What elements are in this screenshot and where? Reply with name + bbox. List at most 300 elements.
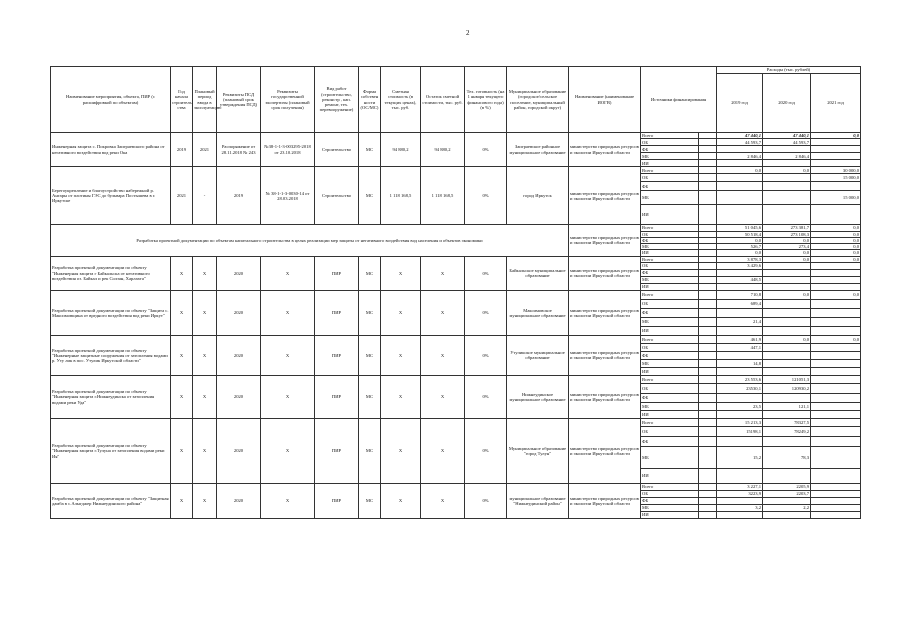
value-2021: [811, 351, 861, 359]
source-spacer: [699, 317, 717, 326]
source-spacer: [699, 426, 717, 436]
project-ministry: министерство природных ресурсов и экологии Иркутской области: [569, 167, 641, 225]
source-label: ИИ: [641, 326, 699, 335]
pir-start: X: [171, 290, 193, 335]
pir-ready: 0%: [465, 375, 507, 418]
pir-rest: X: [421, 375, 465, 418]
source-spacer: [699, 375, 717, 383]
value-2020: 2205,9: [763, 483, 811, 490]
value-2019: [717, 205, 763, 225]
project-start: 2021: [171, 167, 193, 225]
pir-psd: 2020: [217, 418, 261, 483]
value-2020: 2203,7: [763, 490, 811, 497]
value-2020: 0,0: [763, 250, 811, 256]
source-spacer: [699, 299, 717, 308]
value-2019: 47 440,1: [717, 133, 763, 139]
value-2021: [811, 375, 861, 383]
value-2019: 3,2: [717, 504, 763, 511]
table-row: [51, 483, 861, 490]
value-2020: 0,0: [763, 335, 811, 343]
pir-cost: X: [381, 256, 421, 290]
source-spacer: [699, 262, 717, 269]
pir-ownership: МС: [359, 375, 381, 418]
col-work: Вид работ (строительство, реконстр , кап. ремонт, тех. перевооружение): [315, 67, 359, 133]
project-municipality: Заиграевское районное муниципальное образование: [507, 133, 569, 167]
value-2019: [717, 146, 763, 153]
value-2020: [763, 497, 811, 504]
value-2020: [763, 511, 811, 518]
source-label: ФБ: [641, 237, 699, 243]
table-row: [51, 167, 861, 174]
project-rest: 94 880,2: [421, 133, 465, 167]
pir-ministry: министерство природных ресурсов и экологии Иркутской области: [569, 375, 641, 418]
pir-ownership: МС: [359, 335, 381, 375]
project-ready: 0%: [465, 133, 507, 167]
value-2020: 0,0: [763, 237, 811, 243]
col-start: Год начала строитель ства: [171, 67, 193, 133]
value-2021: 15 000,0: [811, 174, 861, 182]
value-2019: 689,4: [717, 299, 763, 308]
source-label: МБ: [641, 153, 699, 160]
source-label: ОБ: [641, 383, 699, 393]
source-spacer: [699, 504, 717, 511]
value-2020: [763, 436, 811, 446]
source-spacer: [699, 174, 717, 182]
source-label: ФБ: [641, 497, 699, 504]
source-label: ФБ: [641, 182, 699, 191]
project-ownership: МС: [359, 133, 381, 167]
value-2020: [763, 276, 811, 283]
value-2021: [811, 497, 861, 504]
source-label: ОБ: [641, 174, 699, 182]
value-2021: [811, 426, 861, 436]
pir-psd: 2020: [217, 483, 261, 518]
source-label: МБ: [641, 359, 699, 367]
pir-start: X: [171, 375, 193, 418]
value-2021: [811, 283, 861, 290]
source-label: ОБ: [641, 426, 699, 436]
source-label: МБ: [641, 244, 699, 250]
value-2020: [763, 182, 811, 191]
value-2019: 21,4: [717, 317, 763, 326]
value-2020: 0,0: [763, 167, 811, 174]
page-number: 2: [466, 29, 470, 37]
value-2019: 14,8: [717, 359, 763, 367]
pir-expertise: X: [261, 375, 315, 418]
value-2021: [811, 139, 861, 146]
pir-municipality: Байкальское муниципальное образование: [507, 256, 569, 290]
value-2021: [811, 326, 861, 335]
value-2021: 0,0: [811, 290, 861, 299]
pir-cost: X: [381, 418, 421, 483]
source-spacer: [699, 418, 717, 426]
project-psd: 2019: [217, 167, 261, 225]
pir-period: X: [193, 375, 217, 418]
value-2021: [811, 359, 861, 367]
value-2019: 447,1: [717, 343, 763, 351]
pir-work: ПИР: [315, 375, 359, 418]
value-2020: 121,1: [763, 402, 811, 410]
pir-psd: 2020: [217, 375, 261, 418]
value-2021: 0,0: [811, 256, 861, 262]
value-2019: [717, 497, 763, 504]
value-2019: 0,0: [717, 250, 763, 256]
col-name: Наименование мероприятия, объекта, ПИР (с расшифровкой по объектам): [51, 67, 171, 133]
value-2021: [811, 410, 861, 418]
source-spacer: [699, 326, 717, 335]
pir-expertise: X: [261, 335, 315, 375]
col-own: Форма собствен ности (ОС/МС): [359, 67, 381, 133]
value-2019: 3 227,1: [717, 483, 763, 490]
source-spacer: [699, 383, 717, 393]
pir-expertise: X: [261, 418, 315, 483]
source-label: ИИ: [641, 468, 699, 483]
source-label: Всего: [641, 225, 699, 231]
pir-rest: X: [421, 335, 465, 375]
value-2021: [811, 402, 861, 410]
source-spacer: [699, 490, 717, 497]
value-2021: [811, 446, 861, 468]
value-2021: 0,0: [811, 244, 861, 250]
value-2021: [811, 262, 861, 269]
source-spacer: [699, 359, 717, 367]
source-label: ИИ: [641, 205, 699, 225]
value-2020: 2,2: [763, 504, 811, 511]
value-2021: 0,0: [811, 133, 861, 139]
value-2021: [811, 276, 861, 283]
value-2020: [763, 174, 811, 182]
source-label: Всего: [641, 375, 699, 383]
source-spacer: [699, 351, 717, 359]
source-spacer: [699, 511, 717, 518]
table-row: [51, 335, 861, 343]
value-2019: 3 878,3: [717, 256, 763, 262]
source-label: ОБ: [641, 299, 699, 308]
col-psd: Реквизиты ПСД (плановый срок утверждения ПСД): [217, 67, 261, 133]
value-2019: 23,5: [717, 402, 763, 410]
value-2019: 2 846,4: [717, 153, 763, 160]
pir-ministry: министерство природных ресурсов и экологии Иркутской области: [569, 335, 641, 375]
project-psd: Распоряжение от 28.11.2018 № 243: [217, 133, 261, 167]
source-spacer: [699, 497, 717, 504]
col-ready: Тех. готовность (на 1 января текущего финансового года) (в %): [465, 67, 507, 133]
col-period: Плановый период ввода в эксплуатацию: [193, 67, 217, 133]
value-2021: [811, 269, 861, 276]
pir-period: X: [193, 335, 217, 375]
value-2021: [811, 436, 861, 446]
value-2019: 15 213,3: [717, 418, 763, 426]
value-2019: [717, 410, 763, 418]
source-label: Всего: [641, 483, 699, 490]
value-2019: 23530,1: [717, 383, 763, 393]
value-2021: [811, 182, 861, 191]
source-spacer: [699, 468, 717, 483]
pir-name: Разработка проектной документации по объекту "Инженерная защита г.Тулуна от затопления водами реки Ия": [51, 418, 171, 483]
source-spacer: [699, 139, 717, 146]
value-2020: [763, 283, 811, 290]
project-ownership: МС: [359, 167, 381, 225]
value-2020: [763, 468, 811, 483]
value-2019: [717, 174, 763, 182]
project-work: Строительство: [315, 167, 359, 225]
value-2020: 78327,5: [763, 418, 811, 426]
value-2019: 3223,9: [717, 490, 763, 497]
col-2021: 2021 год: [811, 74, 861, 133]
pir-ministry: министерство природных ресурсов и экологии Иркутской области: [569, 256, 641, 290]
pir-cost: X: [381, 483, 421, 518]
value-2019: 51 045,6: [717, 225, 763, 231]
source-label: ИИ: [641, 511, 699, 518]
source-spacer: [699, 367, 717, 375]
pir-start: X: [171, 483, 193, 518]
source-label: ФБ: [641, 393, 699, 402]
source-spacer: [699, 182, 717, 191]
pir-period: X: [193, 483, 217, 518]
pir-rest: X: [421, 418, 465, 483]
pir-work: ПИР: [315, 290, 359, 335]
pir-start: X: [171, 256, 193, 290]
value-2021: [811, 511, 861, 518]
source-label: Всего: [641, 133, 699, 139]
project-rest: 1 118 168,5: [421, 167, 465, 225]
source-label: ОБ: [641, 262, 699, 269]
source-spacer: [699, 167, 717, 174]
value-2021: 30 000,0: [811, 167, 861, 174]
project-municipality: город Иркутск: [507, 167, 569, 225]
project-name: Инженерная защита с. Покровка Заиграевского района от негативного воздействия вод реки Ока: [51, 133, 171, 167]
value-2021: [811, 483, 861, 490]
project-start: 2019: [171, 133, 193, 167]
value-2020: [763, 269, 811, 276]
col-source: Источники финансирования: [641, 67, 717, 133]
value-2019: 50 518,4: [717, 231, 763, 237]
value-2019: [717, 511, 763, 518]
value-2020: [763, 262, 811, 269]
pir-expertise: X: [261, 290, 315, 335]
source-label: ОБ: [641, 231, 699, 237]
value-2020: 78,3: [763, 446, 811, 468]
source-label: Всего: [641, 256, 699, 262]
value-2020: 120930,2: [763, 383, 811, 393]
pir-name: Разработка проектной документации по объекту "Защитная дамба в с.Алыгджер Нижнеудинского района": [51, 483, 171, 518]
value-2019: 526,7: [717, 244, 763, 250]
source-spacer: [699, 191, 717, 205]
pir-name: Разработка проектной документации по объекту "Защита с. Максимовщина от вредного воздействия вод реки Иркут": [51, 290, 171, 335]
value-2021: [811, 160, 861, 167]
source-label: МБ: [641, 317, 699, 326]
source-label: ИИ: [641, 410, 699, 418]
value-2020: [763, 326, 811, 335]
pir-period: X: [193, 418, 217, 483]
source-label: ФБ: [641, 436, 699, 446]
value-2021: [811, 299, 861, 308]
value-2021: 0,0: [811, 225, 861, 231]
value-2020: [763, 359, 811, 367]
col-cost: Сметная стоимость (в текущих ценах), тыс. руб.: [381, 67, 421, 133]
pir-period: X: [193, 290, 217, 335]
pir-psd: 2020: [217, 335, 261, 375]
value-2020: [763, 317, 811, 326]
pir-ready: 0%: [465, 418, 507, 483]
value-2019: [717, 160, 763, 167]
pir-rest: X: [421, 483, 465, 518]
value-2021: [811, 153, 861, 160]
value-2020: [763, 146, 811, 153]
value-2021: [811, 146, 861, 153]
value-2019: 0,0: [717, 237, 763, 243]
source-label: ФБ: [641, 308, 699, 317]
pir-psd: 2020: [217, 256, 261, 290]
value-2019: [717, 436, 763, 446]
value-2021: 0,0: [811, 335, 861, 343]
value-2021: [811, 490, 861, 497]
source-label: ФБ: [641, 351, 699, 359]
pir-start: X: [171, 335, 193, 375]
value-2021: [811, 393, 861, 402]
project-name: Берегоукрепление и благоустройство набережной р. Ангары от плотины ГЭС до бульвара Постышева в г. Иркутске: [51, 167, 171, 225]
value-2020: [763, 393, 811, 402]
value-2020: [763, 367, 811, 375]
value-2020: [763, 191, 811, 205]
value-2019: 710,8: [717, 290, 763, 299]
table-row: [51, 290, 861, 299]
value-2021: [811, 317, 861, 326]
value-2020: [763, 351, 811, 359]
value-2019: 448,5: [717, 276, 763, 283]
pir-rest: X: [421, 290, 465, 335]
pir-ministry: министерство природных ресурсов и экологии Иркутской области: [569, 483, 641, 518]
value-2020: 0,0: [763, 290, 811, 299]
source-label: ИИ: [641, 250, 699, 256]
pir-name: Разработка проектной документации по объекту "Инженерная защита г Байкальска от негативного воздействия оз. Байкал и рек Солзан, Харлахта": [51, 256, 171, 290]
pir-ready: 0%: [465, 483, 507, 518]
value-2019: [717, 283, 763, 290]
value-2020: [763, 160, 811, 167]
pir-ownership: МС: [359, 290, 381, 335]
source-label: МБ: [641, 402, 699, 410]
expenses-title: Расходы (тыс. рублей): [717, 67, 861, 74]
project-expertise: № 38-1-1-3-0030-14 от 28.03.2018: [261, 167, 315, 225]
value-2019: [717, 191, 763, 205]
pir-period: X: [193, 256, 217, 290]
value-2021: [811, 343, 861, 351]
pir-ownership: МС: [359, 256, 381, 290]
project-cost: 1 118 168,5: [381, 167, 421, 225]
col-expertise: Реквизиты государственной экспертизы (плановый срок получения): [261, 67, 315, 133]
project-ready: 0%: [465, 167, 507, 225]
source-spacer: [699, 276, 717, 283]
value-2019: 15198,1: [717, 426, 763, 436]
value-2021: 0,0: [811, 250, 861, 256]
table-row: [51, 375, 861, 383]
source-label: ИИ: [641, 367, 699, 375]
value-2019: [717, 468, 763, 483]
col-2020: 2020 год: [763, 74, 811, 133]
source-label: МБ: [641, 446, 699, 468]
value-2019: [717, 326, 763, 335]
value-2020: 273,4: [763, 244, 811, 250]
value-2020: 121051,3: [763, 375, 811, 383]
pir-municipality: Муниципальное образование "город Тулун": [507, 418, 569, 483]
value-2020: [763, 299, 811, 308]
source-label: ОБ: [641, 343, 699, 351]
value-2021: [811, 383, 861, 393]
pir-rest: X: [421, 256, 465, 290]
pir-ownership: МС: [359, 483, 381, 518]
value-2019: [717, 393, 763, 402]
value-2019: 23 553,6: [717, 375, 763, 383]
value-2019: 461,9: [717, 335, 763, 343]
pir-ministry: министерство природных ресурсов и экологии Иркутской области: [569, 418, 641, 483]
project-work: Строительство: [315, 133, 359, 167]
pir-ready: 0%: [465, 290, 507, 335]
pir-municipality: Нижнеудинское муниципальное образование: [507, 375, 569, 418]
value-2021: 15 000,0: [811, 191, 861, 205]
financing-table: [50, 66, 861, 519]
value-2019: [717, 269, 763, 276]
source-label: МБ: [641, 191, 699, 205]
pir-municipality: Утуликское муниципальное образование: [507, 335, 569, 375]
source-label: ФБ: [641, 146, 699, 153]
value-2020: [763, 308, 811, 317]
section-title: Разработка проектной документации по объектам капитального строительства в целях реализации мер защиты от негативного воздействия вод населения и объектов экономики: [51, 225, 569, 256]
pir-name: Разработка проектной документации по объекту "Инженерные защитные сооружения от затопления водами р. Уту лик в пос. Утулик Иркутской области": [51, 335, 171, 375]
value-2019: [717, 367, 763, 375]
source-spacer: [699, 160, 717, 167]
source-spacer: [699, 283, 717, 290]
value-2020: 273 381,7: [763, 225, 811, 231]
project-period: 2021: [193, 133, 217, 167]
value-2020: 2 846,4: [763, 153, 811, 160]
col-iogv: Наименование (наименование ИОГВ): [569, 67, 641, 133]
source-spacer: [699, 205, 717, 225]
pir-work: ПИР: [315, 418, 359, 483]
value-2021: 0,0: [811, 231, 861, 237]
value-2021: [811, 205, 861, 225]
pir-work: ПИР: [315, 335, 359, 375]
value-2020: [763, 410, 811, 418]
project-period: -: [193, 167, 217, 225]
value-2020: [763, 205, 811, 225]
pir-work: ПИР: [315, 256, 359, 290]
source-label: МБ: [641, 504, 699, 511]
source-label: ОБ: [641, 490, 699, 497]
pir-expertise: X: [261, 483, 315, 518]
pir-ready: 0%: [465, 335, 507, 375]
value-2021: [811, 468, 861, 483]
source-label: Всего: [641, 418, 699, 426]
value-2019: [717, 182, 763, 191]
source-spacer: [699, 436, 717, 446]
source-spacer: [699, 146, 717, 153]
pir-ready: 0%: [465, 256, 507, 290]
source-label: Всего: [641, 290, 699, 299]
source-spacer: [699, 335, 717, 343]
source-label: Всего: [641, 335, 699, 343]
value-2020: 0,0: [763, 256, 811, 262]
value-2021: [811, 504, 861, 511]
pir-ministry: министерство природных ресурсов и экологии Иркутской области: [569, 290, 641, 335]
pir-psd: 2020: [217, 290, 261, 335]
value-2020: 78249,2: [763, 426, 811, 436]
section-ministry: министерство природных ресурсов и экологии Иркутской области: [569, 225, 641, 256]
col-2019: 2019 год: [717, 74, 763, 133]
source-spacer: [699, 308, 717, 317]
value-2021: [811, 418, 861, 426]
source-spacer: [699, 446, 717, 468]
pir-work: ПИР: [315, 483, 359, 518]
source-label: Всего: [641, 167, 699, 174]
